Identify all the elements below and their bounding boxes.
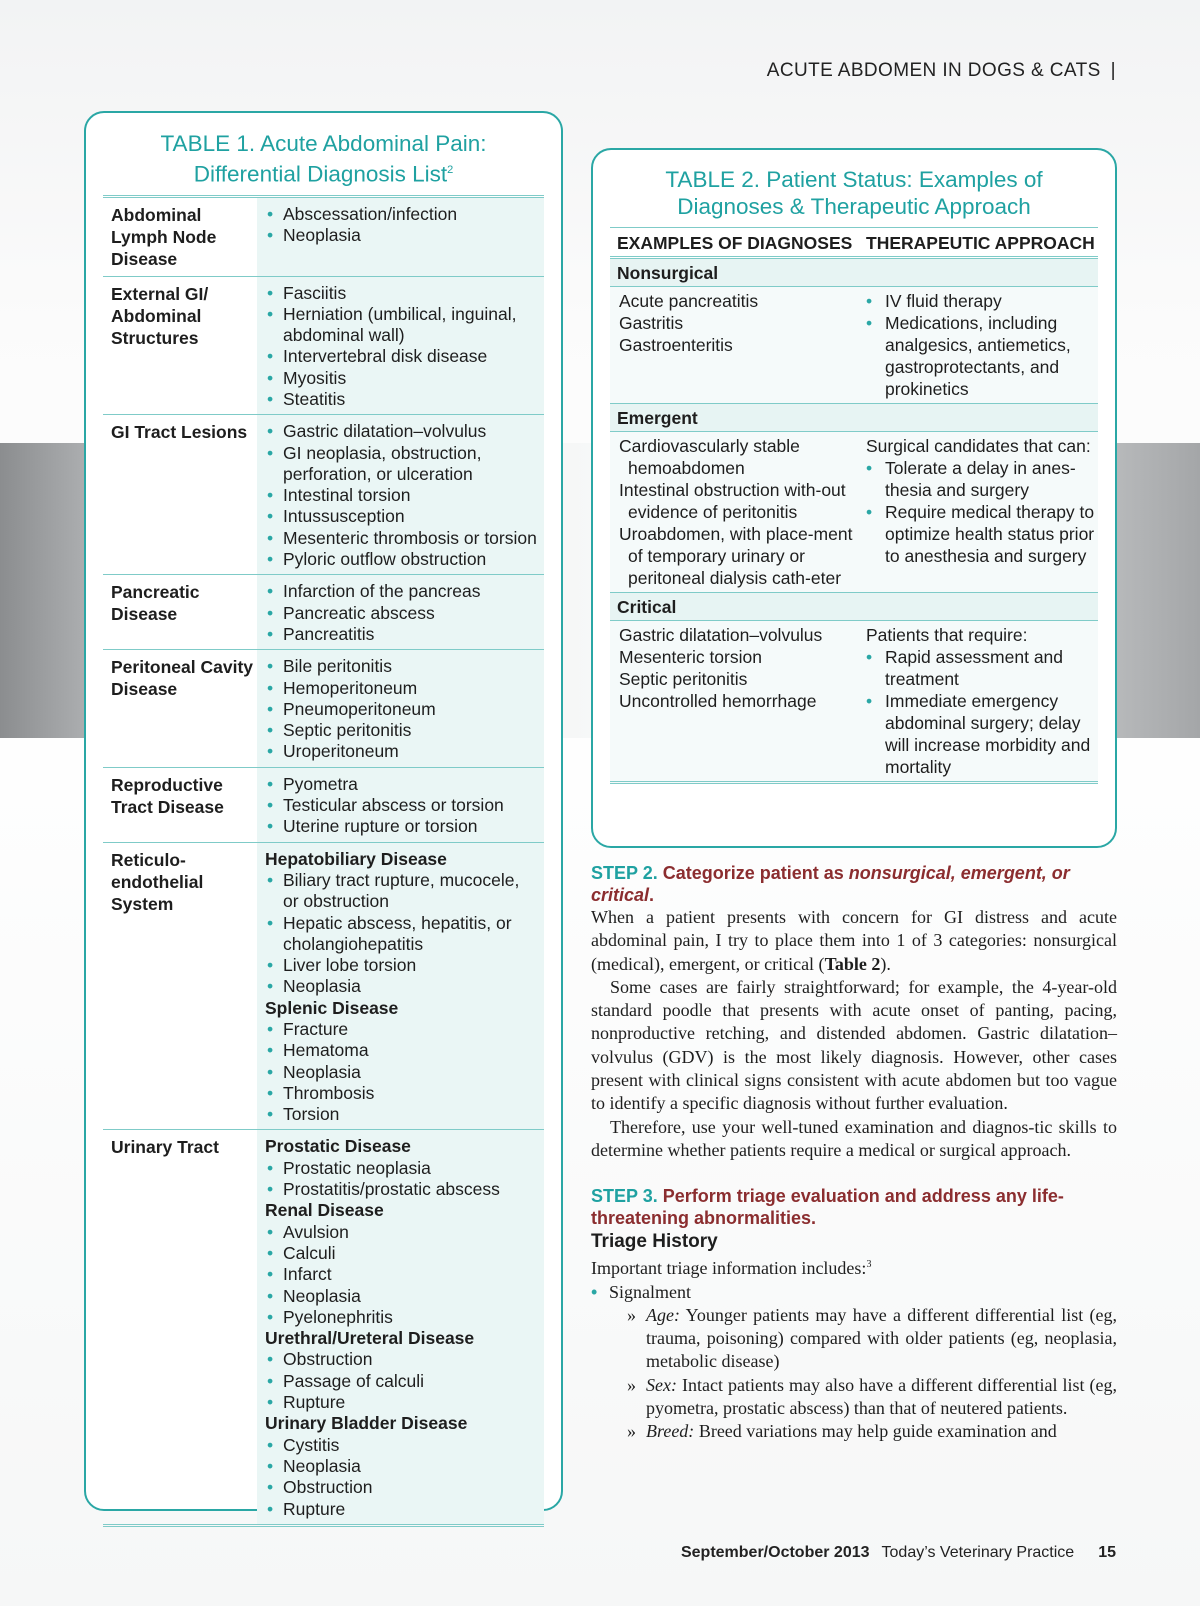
triage-history-subheading: Triage History [591, 1231, 718, 1253]
table-1-reference: 2 [447, 164, 454, 176]
paragraph: Important triage information includes:$^3$ [591, 1258, 872, 1279]
paragraph: When a patient presents with concern for GI distress and acute abdominal pain, I try to place them into 1 of 3 categories: nonsurgical (medical), emergent, or critical (Table 2). [591, 907, 1117, 974]
category-label: Reproductive Tract Disease [111, 774, 224, 817]
diagnosis-item: Gastroenteritis [619, 335, 733, 355]
list-item: • Neoplasia [265, 976, 538, 997]
signalment-sublist [609, 1304, 1117, 1444]
table-row [610, 287, 1098, 404]
group-heading: Emergent [610, 404, 1098, 432]
list-item: • Biliary tract rupture, mucocele, or obstruction [265, 870, 538, 913]
page-number: 15 [1098, 1544, 1116, 1561]
diagnoses-cell [610, 624, 859, 778]
list-item: • Thrombosis [265, 1083, 538, 1104]
subheading: Urethral/Ureteral Disease [265, 1328, 475, 1349]
list-item: • Pyometra [265, 774, 538, 795]
diagnosis-list [257, 1130, 544, 1523]
category-label: GI Tract Lesions [111, 422, 248, 443]
list-item: • Calculi [265, 1243, 538, 1264]
step-2-heading: STEP 2. Categorize patient as nonsurgical, emergent, or critical. [591, 863, 1070, 905]
list-item: • Bile peritonitis [265, 656, 538, 677]
list-item: • Intussusception [265, 506, 538, 527]
table-row [103, 768, 544, 843]
approach-cell [859, 435, 1098, 589]
diagnosis-list [257, 415, 544, 574]
paragraph: Therefore, use your well-tuned examination and diagnos-tic skills to determine whether patients require a medical or surgical approach. [591, 1116, 1117, 1160]
subheading: Renal Disease [265, 1200, 384, 1221]
list-item: • Septic peritonitis [265, 720, 538, 741]
list-item: • Herniation (umbilical, inguinal, abdominal wall) [265, 304, 538, 347]
running-head: ACUTE ABDOMEN IN DOGS & CATS | [766, 60, 1116, 81]
list-item: • Mesenteric thrombosis or torsion [265, 528, 538, 549]
diagnosis-item: Uroabdomen, with place-ment of temporary urinary or peritoneal dialysis cath-eter [619, 524, 853, 588]
group-heading: Nonsurgical [610, 259, 1098, 287]
diagnosis-list [257, 277, 544, 415]
table-1-rows [103, 195, 544, 1527]
list-item: • Pneumoperitoneum [265, 699, 538, 720]
list-item: • Prostatitis/prostatic abscess [265, 1179, 538, 1200]
step-2-text [591, 906, 1117, 1162]
list-item: • Infarct [265, 1264, 538, 1285]
table-row [610, 621, 1098, 784]
approach-item: • Immediate emergency abdominal surgery; delay will increase morbidity and mortality [859, 690, 1098, 778]
approach-cell [859, 624, 1098, 778]
list-item: • Cystitis [265, 1435, 538, 1456]
approach-intro: Patients that require: [866, 625, 1028, 645]
list-item: • Torsion [265, 1104, 538, 1125]
list-item: • Uroperitoneum [265, 741, 538, 762]
list-item: • Fracture [265, 1019, 538, 1040]
diagnosis-item: Acute pancreatitis [619, 291, 759, 311]
diagnosis-list [257, 650, 544, 766]
list-item: • Hepatic abscess, hepatitis, or cholangiohepatitis [265, 913, 538, 956]
diagnosis-list [257, 768, 544, 842]
list-item: • GI neoplasia, obstruction, perforation, or ulceration [265, 443, 538, 486]
list-item: • Intervertebral disk disease [265, 346, 538, 367]
list-item: • Myositis [265, 368, 538, 389]
approach-item: • IV fluid therapy [859, 290, 1098, 312]
category-label: External GI/ Abdominal Structures [111, 283, 209, 348]
diagnosis-item: Septic peritonitis [619, 669, 748, 689]
issue-date: September/October 2013 [680, 1544, 870, 1561]
table-row [103, 277, 544, 416]
table-row [103, 843, 544, 1131]
diagnosis-list [257, 843, 544, 1130]
list-item: • Pyloric outflow obstruction [265, 549, 538, 570]
approach-item: • Tolerate a delay in anes-thesia and surgery [859, 457, 1098, 501]
list-item: • Pancreatic abscess [265, 603, 538, 624]
list-item: • Signalment » Age: Younger patients may have a different differential list (eg, trauma, poisoning) compared with older patients (eg, neoplasia, metabolic disease) » Sex: Intact patients may also have a different differential list (eg, pyometra, prostatic abscess) than that of neutered patients. » Breed: Breed variations may help guide examination and [591, 1281, 1117, 1444]
list-item: • Pancreatitis [265, 624, 538, 645]
sublist-item: » Breed: Breed variations may help guide examination and [609, 1420, 1117, 1443]
page-footer [681, 1544, 1116, 1562]
list-item: • Neoplasia [265, 225, 538, 246]
list-item: • Neoplasia [265, 1456, 538, 1477]
triage-list [591, 1281, 1117, 1444]
list-item: • Rupture [265, 1392, 538, 1413]
list-item: • Rupture [265, 1499, 538, 1520]
column-header-approach: THERAPEUTIC APPROACH [866, 233, 1095, 253]
table-2 [591, 148, 1117, 848]
sublist-item: » Sex: Intact patients may also have a different differential list (eg, pyometra, prostatic abscess) than that of neutered patients. [609, 1374, 1117, 1421]
subheading: Urinary Bladder Disease [265, 1413, 468, 1434]
approach-intro: Surgical candidates that can: [866, 436, 1091, 456]
list-item: • Intestinal torsion [265, 485, 538, 506]
journal-name: Today’s Veterinary Practice [881, 1544, 1075, 1561]
paragraph: Some cases are fairly straightforward; for example, the 4-year-old standard poodle that presents with acute onset of panting, pacing, nonproductive retching, and distended abdomen. Gastric dilatation–volvulus (GDV) is the most likely diagnosis. However, other cases present with clinical signs consistent with acute abdomen but too vague to identify a specific diagnosis without further evaluation. [591, 976, 1117, 1114]
diagnosis-list [257, 575, 544, 649]
table-2-grid [610, 227, 1098, 784]
list-item: • Neoplasia [265, 1286, 538, 1307]
step-3-heading: STEP 3. Perform triage evaluation and address any life-threatening abnormalities. [591, 1186, 1064, 1229]
list-item: • Liver lobe torsion [265, 955, 538, 976]
list-item: • Abscessation/infection [265, 204, 538, 225]
diagnosis-item: Cardiovascularly stable hemoabdomen [619, 436, 800, 478]
diagnosis-item: Gastric dilatation–volvulus [619, 625, 823, 645]
list-item: • Avulsion [265, 1222, 538, 1243]
diagnosis-list [257, 198, 544, 276]
list-item: • Hematoma [265, 1040, 538, 1061]
table-row [610, 432, 1098, 593]
subheading: Splenic Disease [265, 997, 399, 1018]
table-row [103, 575, 544, 650]
table-1 [84, 111, 563, 1519]
approach-item: • Rapid assessment and treatment [859, 646, 1098, 690]
table-2-header [610, 228, 1098, 259]
category-label: Peritoneal Cavity Disease [111, 657, 253, 700]
list-item: • Obstruction [265, 1349, 538, 1370]
diagnoses-cell [610, 290, 859, 400]
table-row [103, 415, 544, 575]
list-item: • Steatitis [265, 389, 538, 410]
category-label: Reticulo-endothelial System [111, 849, 204, 914]
subheading: Prostatic Disease [265, 1136, 411, 1157]
article-body [591, 862, 1117, 1444]
list-item: • Testicular abscess or torsion [265, 795, 538, 816]
list-item: • Uterine rupture or torsion [265, 816, 538, 837]
approach-cell [859, 290, 1098, 400]
column-header-diagnoses: EXAMPLES OF DIAGNOSES [617, 233, 853, 253]
diagnosis-item: Gastritis [619, 313, 684, 333]
diagnosis-item: Uncontrolled hemorrhage [619, 691, 817, 711]
category-label: Pancreatic Disease [111, 582, 200, 625]
table-row [103, 198, 544, 277]
table-row [103, 650, 544, 767]
list-item: • Gastric dilatation–volvulus [265, 421, 538, 442]
list-item: • Neoplasia [265, 1062, 538, 1083]
list-item: • Infarction of the pancreas [265, 581, 538, 602]
diagnoses-cell [610, 435, 859, 589]
category-label: Abdominal Lymph Node Disease [111, 204, 217, 269]
diagnosis-item: Intestinal obstruction with-out evidence of peritonitis [619, 480, 846, 522]
category-label: Urinary Tract [111, 1137, 219, 1158]
list-item: • Hemoperitoneum [265, 678, 538, 699]
list-item: • Pyelonephritis [265, 1307, 538, 1328]
approach-item: • Medications, including analgesics, antiemetics, gastroprotectants, and prokinetics [859, 312, 1098, 400]
table-2-title: TABLE 2. Patient Status: Examples of Diagnoses & Therapeutic Approach [665, 167, 1043, 219]
sublist-item: » Age: Younger patients may have a different differential list (eg, trauma, poisoning) compared with older patients (eg, neoplasia, metabolic disease) [609, 1304, 1117, 1374]
list-item: • Prostatic neoplasia [265, 1158, 538, 1179]
step-3-text [591, 1253, 1117, 1443]
diagnosis-item: Mesenteric torsion [619, 647, 762, 667]
approach-item: • Require medical therapy to optimize health status prior to anesthesia and surgery [859, 501, 1098, 567]
table-1-title: TABLE 1. Acute Abdominal Pain: Differential Diagnosis List$^2$ [160, 131, 487, 187]
list-item: • Passage of calculi [265, 1371, 538, 1392]
list-item: • Fasciitis [265, 283, 538, 304]
table-2-body [610, 259, 1098, 784]
subheading: Hepatobiliary Disease [265, 848, 447, 869]
group-heading: Critical [610, 593, 1098, 621]
list-item: • Obstruction [265, 1477, 538, 1498]
table-row [103, 1130, 544, 1526]
